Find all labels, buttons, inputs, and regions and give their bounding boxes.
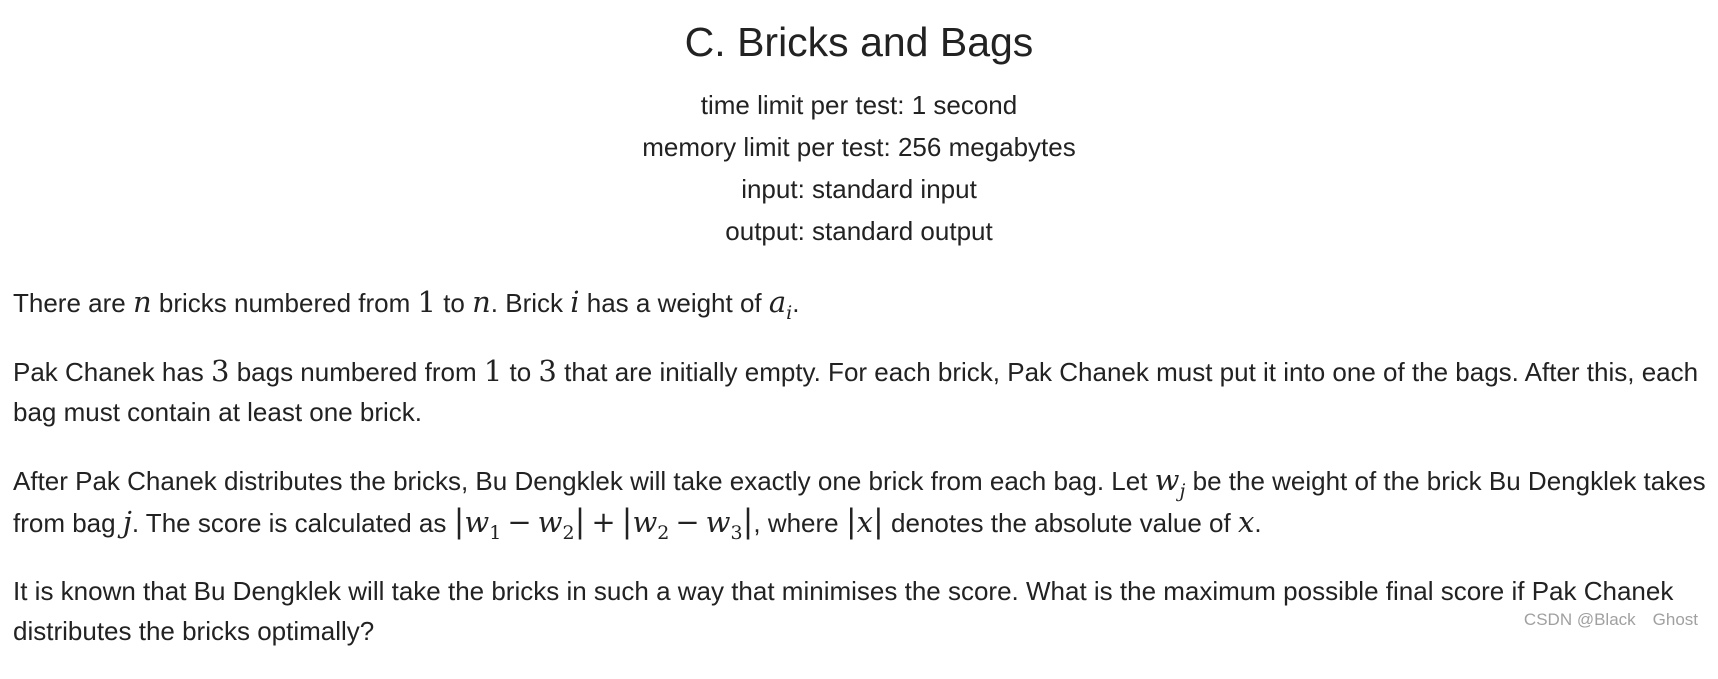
math-three: 3 bbox=[211, 354, 230, 388]
time-limit: time limit per test: 1 second bbox=[700, 90, 1018, 120]
text: It is known that Bu Dengklek will take the bricks in such a way that minimises the score. What is the maximum possible final score if Pak Chanek distributes the bricks optimally? bbox=[13, 576, 1674, 646]
problem-statement bbox=[13, 282, 1708, 679]
math-subscript-2: 2 bbox=[562, 521, 575, 544]
input-spec: input: standard input bbox=[741, 174, 977, 204]
text: , where bbox=[753, 508, 846, 538]
math-w: w bbox=[1154, 463, 1180, 497]
math-subscript-i: i bbox=[786, 301, 793, 324]
math-w: w bbox=[464, 505, 490, 539]
math-subscript-1: 1 bbox=[489, 521, 502, 544]
text: Pak Chanek has bbox=[13, 357, 212, 387]
text: There are bbox=[13, 288, 133, 318]
text: be the weight of the brick Bu Dengklek takes from bag bbox=[13, 466, 1706, 538]
memory-limit: memory limit per test: 256 megabytes bbox=[642, 132, 1076, 162]
math-subscript-2: 2 bbox=[657, 521, 670, 544]
abs-bar: | bbox=[873, 502, 884, 540]
math-subscript-j: j bbox=[1179, 479, 1186, 502]
minus-sign: − bbox=[507, 505, 532, 539]
math-w: w bbox=[537, 505, 563, 539]
math-i: i bbox=[570, 285, 580, 319]
math-w: w bbox=[632, 505, 658, 539]
problem-title: C. Bricks and Bags bbox=[684, 19, 1034, 65]
abs-bar: | bbox=[845, 502, 857, 540]
abs-bar: | bbox=[574, 502, 586, 540]
statement-paragraph-4 bbox=[13, 571, 1708, 651]
text: has a weight of bbox=[579, 288, 769, 318]
math-one: 1 bbox=[417, 285, 436, 319]
text: bags numbered from bbox=[229, 357, 484, 387]
text: After Pak Chanek distributes the bricks, Bu Dengklek will take exactly one brick from each bag. Let bbox=[13, 466, 1155, 496]
math-abs-x bbox=[845, 502, 884, 540]
math-n: n bbox=[132, 285, 152, 319]
math-a-i bbox=[768, 285, 793, 324]
score-formula bbox=[453, 502, 754, 544]
text: denotes the absolute value of bbox=[883, 508, 1238, 538]
text: . Brick bbox=[490, 288, 571, 318]
math-a: a bbox=[768, 285, 787, 319]
statement-paragraph-3 bbox=[13, 460, 1708, 543]
abs-bar: | bbox=[621, 502, 633, 540]
minus-sign: − bbox=[675, 505, 700, 539]
text: . The score is calculated as bbox=[131, 508, 454, 538]
text: . bbox=[1254, 508, 1262, 538]
statement-paragraph-2 bbox=[13, 351, 1708, 432]
text: that are initially empty. For each brick, Pak Chanek must put it into one of the bags. After this, each bag must contain at least one brick. bbox=[13, 357, 1699, 427]
math-x: x bbox=[856, 505, 874, 539]
math-three: 3 bbox=[538, 354, 557, 388]
abs-bar: | bbox=[742, 502, 754, 540]
math-w-j bbox=[1154, 463, 1186, 502]
watermark: CSDN @Black Ghost bbox=[1523, 610, 1698, 629]
text: . bbox=[792, 288, 800, 318]
text: to bbox=[435, 288, 473, 318]
statement-paragraph-1 bbox=[13, 282, 1708, 323]
math-one: 1 bbox=[483, 354, 503, 388]
math-j: j bbox=[122, 505, 132, 539]
math-x: x bbox=[1237, 505, 1255, 539]
text: to bbox=[502, 357, 539, 387]
output-spec: output: standard output bbox=[725, 216, 993, 246]
math-w: w bbox=[705, 505, 731, 539]
plus-sign: + bbox=[591, 505, 616, 539]
text: bricks numbered from bbox=[151, 288, 418, 318]
math-subscript-3: 3 bbox=[730, 521, 743, 544]
abs-bar: | bbox=[453, 502, 465, 540]
math-n: n bbox=[472, 285, 491, 319]
